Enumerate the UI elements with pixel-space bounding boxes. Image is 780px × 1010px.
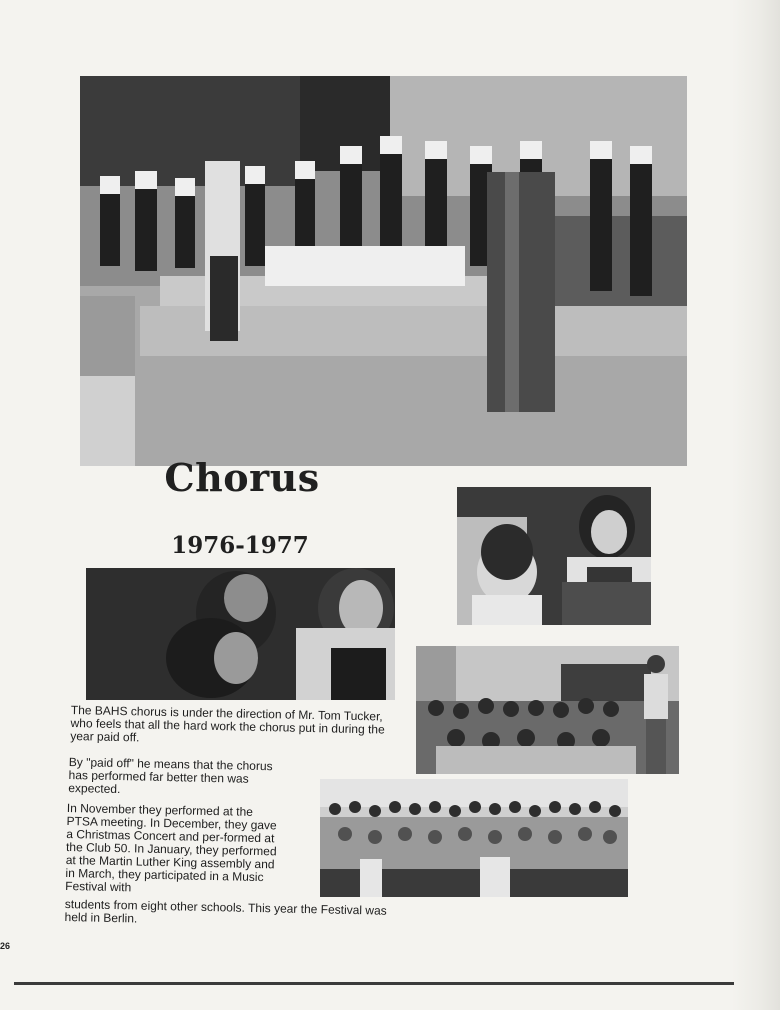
page-subtitle: 1976-1977 [171,532,309,559]
page-number: 26 [0,941,11,951]
singers-pair-photo [86,568,395,700]
page-edge [732,0,780,1010]
page-title: Chorus [164,455,320,500]
chorus-group-photo [320,779,628,897]
paragraph-director: The BAHS chorus is under the direction of Mr. Tom Tucker, who feels that all the hard work the chorus put in during the year paid off. [70,703,385,745]
paragraph-paid-off: By "paid off" he means that the chorus has performed far better then was expected. [68,755,273,797]
paragraph-performances: In November they performed at the PTSA meeting. In December, they gave a Christmas Concert and per-formed at the Club 50. In January, they performed at the Martin Luther King assembly and in March, they participated in a Music Festival with [65,801,277,895]
bottom-rule [14,982,734,985]
two-singers-photo [457,487,651,625]
paragraph-performances-tail: students from eight other schools. This year the Festival was held in Berlin. [64,897,387,926]
chorus-stage-photo [80,76,687,466]
classroom-rehearsal-photo [416,646,679,774]
